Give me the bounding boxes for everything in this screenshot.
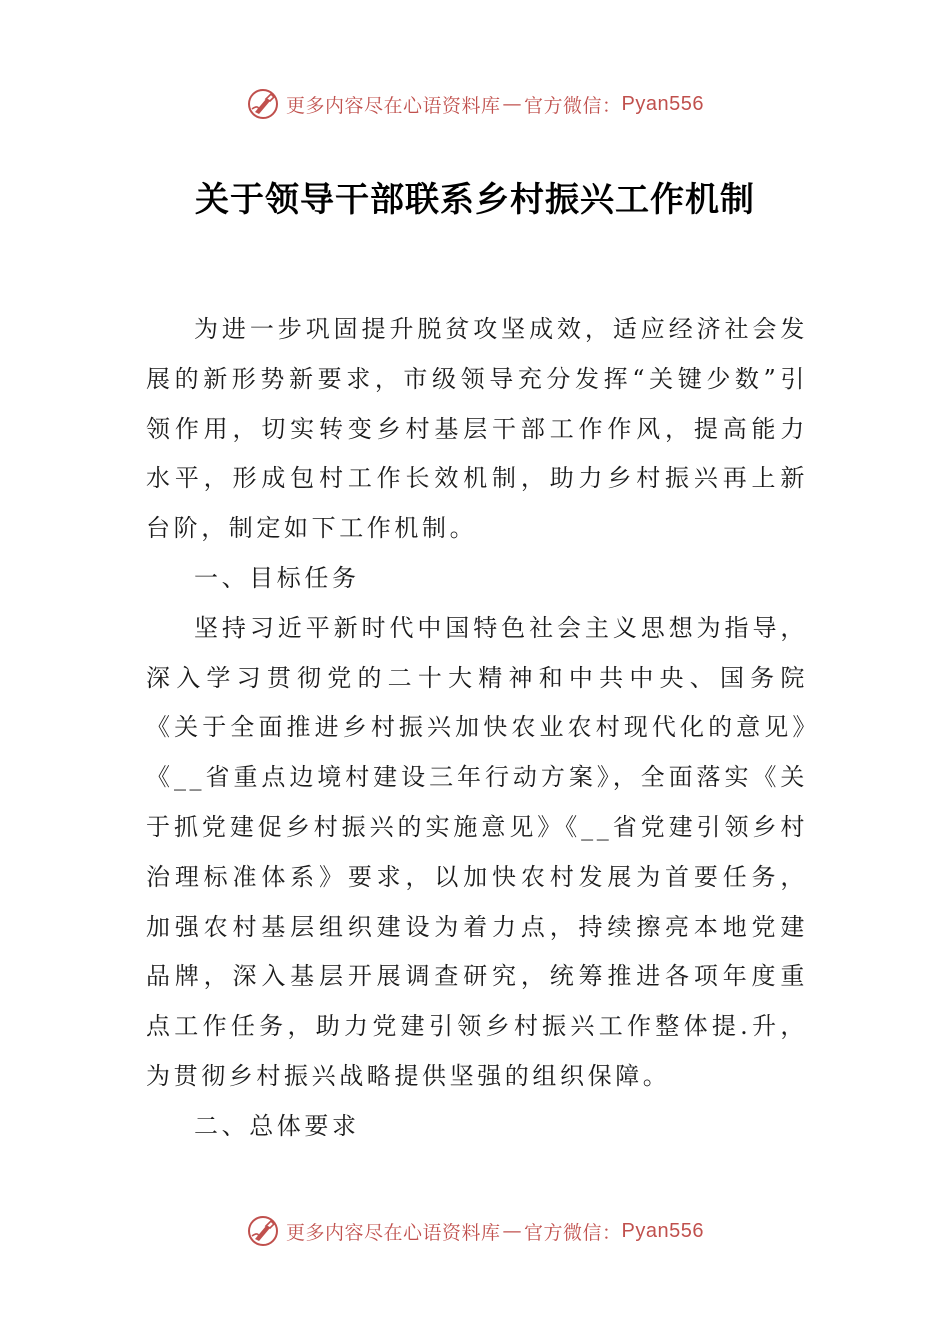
pen-nib-logo-icon — [246, 1214, 280, 1248]
banner-wechat-label: 官方微信： — [524, 94, 622, 117]
banner-dash: — — [502, 1220, 523, 1242]
section-heading-1: 一、目标任务 — [194, 563, 360, 592]
banner-brand-text: 更多内容尽在心语资料库 — [286, 1221, 501, 1244]
section-heading-2: 二、总体要求 — [194, 1111, 360, 1140]
pen-nib-logo-icon — [246, 87, 280, 121]
paragraph-intro: 为进一步巩固提升脱贫攻坚成效，适应经济社会发展的新形势新要求，市级领导充分发挥“关键少数”引领作用，切实转变乡村基层干部工作作风，提高能力水平，形成包村工作长效机制，助力乡村振兴再上新台阶，制定如下工作机制。 — [146, 315, 808, 543]
header-banner — [0, 84, 950, 124]
banner-wechat-id: Pyan556 — [621, 92, 704, 115]
paragraph-goals: 坚持习近平新时代中国特色社会主义思想为指导，深入学习贯彻党的二十大精神和中共中央、国务院《关于全面推进乡村振兴加快农业农村现代化的意见》《__省重点边境村建设三年行动方案》，全面落实《关于抓党建促乡村振兴的实施意见》《__省党建引领乡村治理标准体系》要求，以加快农村发展为首要任务，加强农村基层组织建设为着力点，持续擦亮本地党建品牌，深入基层开展调查研究，统筹推进各项年度重点工作任务，助力党建引领乡村振兴工作整体提.升，为贯彻乡村振兴战略提供坚强的组织保障。 — [146, 613, 808, 1090]
banner-wechat-label: 官方微信： — [524, 1221, 622, 1244]
document-title: 关于领导干部联系乡村振兴工作机制 — [195, 180, 755, 220]
document-body — [146, 305, 808, 1152]
banner-wechat-id: Pyan556 — [621, 1219, 704, 1242]
banner-brand-text: 更多内容尽在心语资料库 — [286, 94, 501, 117]
footer-banner — [0, 1211, 950, 1251]
banner-dash: — — [502, 93, 523, 115]
